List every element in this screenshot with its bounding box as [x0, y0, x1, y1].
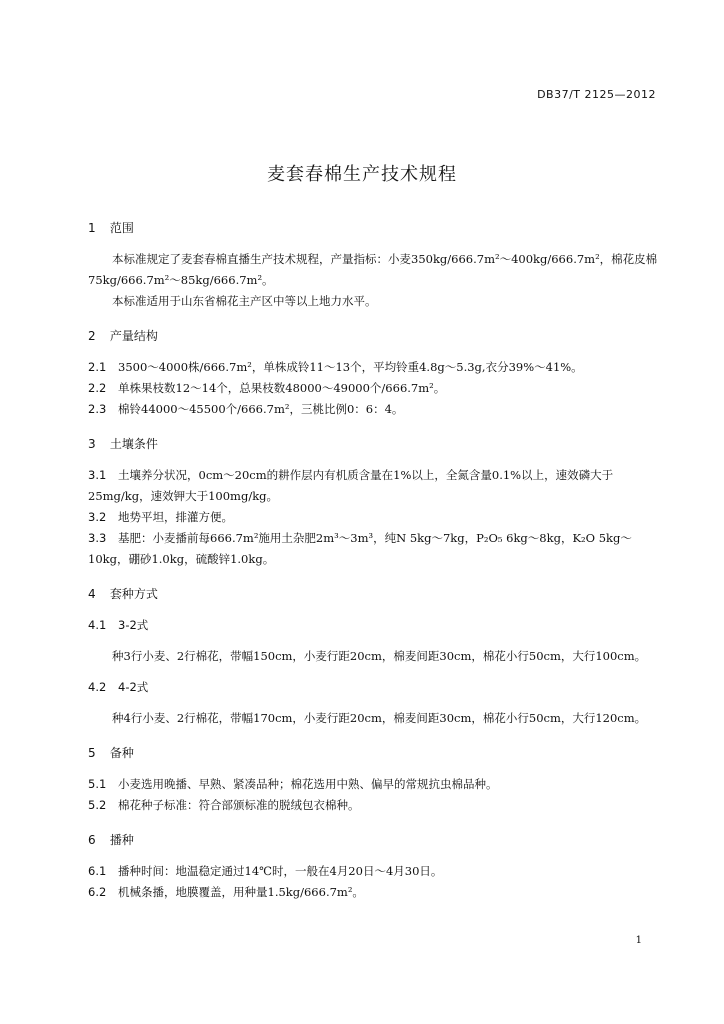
section-title: 土壤条件	[109, 437, 158, 451]
page-number: 1	[635, 935, 642, 946]
clause-number: 4.1	[88, 618, 107, 632]
clause	[88, 357, 658, 378]
section-title: 套种方式	[109, 587, 158, 601]
section-title: 范围	[109, 221, 134, 235]
document-title: 麦套春棉生产技术规程	[267, 164, 457, 185]
clause-text: 棉花种子标准：符合部颁标准的脱绒包衣棉种。	[118, 798, 360, 812]
clause-number: 4.2	[88, 680, 107, 694]
section-number: 5	[88, 746, 96, 760]
clause	[88, 378, 658, 399]
section-number: 2	[88, 329, 96, 343]
clause	[88, 882, 658, 903]
clause-text: 棉铃44000～45500个/666.7m²，三桃比例0：6：4。	[118, 402, 404, 416]
clause	[88, 399, 658, 420]
section-title: 产量结构	[109, 329, 158, 343]
clause-number: 3.3	[88, 531, 107, 545]
clause	[88, 507, 658, 528]
subsection-title: 4-2式	[118, 680, 149, 694]
clause-number: 6.2	[88, 885, 107, 899]
clause-number: 6.1	[88, 864, 107, 878]
section-title: 播种	[109, 833, 134, 847]
section-number: 4	[88, 587, 96, 601]
clause-number: 2.3	[88, 402, 107, 416]
document-body	[88, 218, 658, 903]
section-number: 6	[88, 833, 96, 847]
clause-text: 小麦选用晚播、早熟、紧凑品种；棉花选用中熟、偏早的常规抗虫棉品种。	[118, 777, 498, 791]
section-number: 3	[88, 437, 96, 451]
paragraph: 种3行小麦、2行棉花，带幅150cm，小麦行距20cm，棉麦间距30cm，棉花小行50cm，大行100cm。	[112, 649, 647, 663]
section-heading-seed-preparation	[88, 743, 658, 764]
clause-text: 机械条播，地膜覆盖，用种量1.5kg/666.7m²。	[118, 885, 364, 899]
clause	[88, 795, 658, 816]
clause	[88, 861, 658, 882]
section-number: 1	[88, 221, 96, 235]
clause-text: 播种时间：地温稳定通过14℃时，一般在4月20日～4月30日。	[118, 864, 443, 878]
clause-text: 基肥：小麦播前每666.7m²施用土杂肥2m³～3m³，纯N 5kg～7kg，P₂O₅ 6kg～8kg，K₂O 5kg～10kg，硼砂1.0kg，硫酸锌1.0kg。	[88, 531, 632, 566]
clause	[88, 465, 658, 507]
clause-text: 土壤养分状况，0cm～20cm的耕作层内有机质含量在1%以上，全氮含量0.1%以上，速效磷大于25mg/kg，速效钾大于100mg/kg。	[88, 468, 614, 503]
paragraph: 本标准规定了麦套春棉直播生产技术规程，产量指标：小麦350kg/666.7m²～400kg/666.7m²，棉花皮棉75kg/666.7m²～85kg/666.7m²。	[88, 252, 658, 287]
subsection-title: 3-2式	[118, 618, 149, 632]
section-heading-scope	[88, 218, 658, 239]
clause-number: 5.1	[88, 777, 107, 791]
clause-number: 3.2	[88, 510, 107, 524]
subsection-heading	[88, 615, 658, 636]
section-title: 备种	[109, 746, 134, 760]
clause-number: 5.2	[88, 798, 107, 812]
clause-number: 3.1	[88, 468, 107, 482]
clause	[88, 774, 658, 795]
subsection-heading	[88, 677, 658, 698]
clause-number: 2.2	[88, 381, 107, 395]
section-heading-intercropping	[88, 584, 658, 605]
section-heading-sowing	[88, 830, 658, 851]
paragraph: 本标准适用于山东省棉花主产区中等以上地力水平。	[112, 294, 377, 308]
clause-text: 3500～4000株/666.7m²，单株成铃11～13个，平均铃重4.8g～5.3g,衣分39%～41%。	[118, 360, 583, 374]
clause-text: 单株果枝数12～14个，总果枝数48000～49000个/666.7m²。	[118, 381, 446, 395]
clause	[88, 528, 658, 570]
clause-text: 地势平坦，排灌方便。	[118, 510, 233, 524]
section-heading-yield-structure	[88, 326, 658, 347]
section-heading-soil-conditions	[88, 434, 658, 455]
document-code: DB37/T 2125—2012	[537, 88, 656, 101]
paragraph: 种4行小麦、2行棉花，带幅170cm，小麦行距20cm，棉麦间距30cm，棉花小行50cm，大行120cm。	[112, 711, 647, 725]
clause-number: 2.1	[88, 360, 107, 374]
